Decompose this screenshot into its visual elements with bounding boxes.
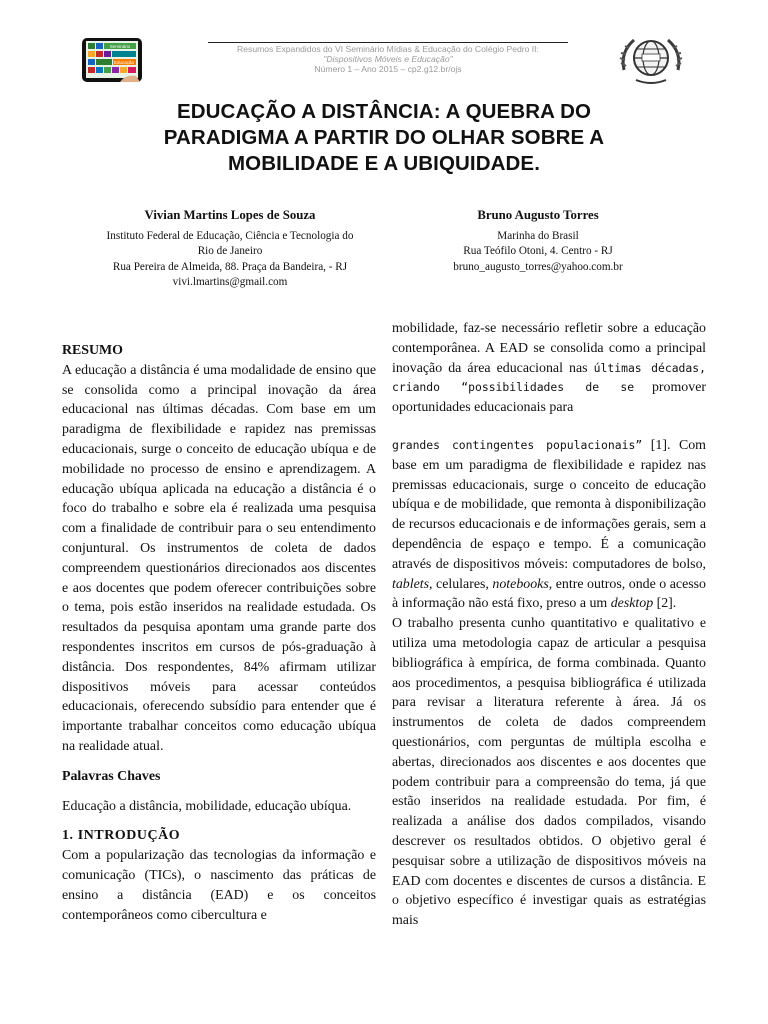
- author-name: Vivian Martins Lopes de Souza: [144, 208, 316, 222]
- author-affiliation: Marinha do Brasil: [497, 229, 579, 242]
- right-column: [392, 319, 706, 931]
- abstract-heading: RESUMO: [62, 343, 123, 358]
- right-paragraph-2: [392, 436, 706, 614]
- header-line-3: Número 1 – Ano 2015 – cp2.g12.br/ojs: [314, 64, 462, 74]
- keywords-body: Educação a distância, mobilidade, educação ubíqua.: [62, 798, 352, 814]
- logo-label-top: Seminário: [109, 44, 131, 49]
- header-rule: [208, 42, 568, 43]
- author-affiliation: Instituto Federal de Educação, Ciência e Tecnologia do: [106, 229, 354, 242]
- p2-text-a: [1]. Com base em um paradigma de flexibilidade e rapidez nas premissas educacionais, surge o conceito de educação ubíqua e de mobilidade, que remonta à disponibilização de recursos educacionais e de informações gerais, sem a dependência de espaço e tempo. É a comunicação através de dispositivos móveis: computadores de bolso,: [392, 437, 706, 572]
- left-column: [62, 341, 376, 925]
- p2-text-c: , entre outros, onde o acesso à informação não está fixo, preso a um: [392, 576, 706, 612]
- title-line-2: PARADIGMA A PARTIR DO OLHAR SOBRE A: [163, 126, 605, 149]
- p2-text-d: [2].: [653, 596, 677, 612]
- p1-text: mobilidade, faz-se necessário refletir sobre a educação contemporânea. A EAD se consolida como a principal inovação da área educacional nas: [392, 321, 706, 376]
- author-email: vivi.lmartins@gmail.com: [172, 276, 288, 289]
- author-address: Rua Pereira de Almeida, 88. Praça da Bandeira, - RJ: [112, 260, 348, 273]
- seminar-logo: [80, 36, 144, 86]
- p2-desktop: desktop: [610, 596, 654, 612]
- author-block-left: [82, 208, 378, 291]
- p2-mono-text: grandes contingentes populacionais”: [392, 437, 643, 452]
- right-paragraph-3: O trabalho presenta cunho quantitativo e qualitativo e utiliza uma metodologia capaz de articular a pesquisa bibliográfica à empírica, de forma combinada. Quanto aos procedimentos, a pesquisa bibliográfica é utilizada para revisar a literatura referente à área. Já os instrumentos de coleta de dados compreendem questionários, com perguntas de múltipla escolha e abertas, direcionados aos discentes e aos docentes que podem contribuir para a compreensão do tema, já que estão inseridos na realidade estudada. Por fim, é realizada a análise dos dados compilados, visando descrever os resultados obtidos. O objetivo geral é pesquisar sobre a utilização de dispositivos móveis na EAD com docentes e discentes de cursos a distância. E o objetivo específico é investigar quais as estratégias mais: [392, 616, 706, 929]
- author-name: Bruno Augusto Torres: [477, 208, 599, 222]
- title-line-1: EDUCAÇÃO A DISTÂNCIA: A QUEBRA DO: [176, 100, 592, 123]
- author-address: Rua Teófilo Otoni, 4. Centro - RJ: [463, 245, 613, 258]
- abstract-body: A educação a distância é uma modalidade de ensino que se consolida como a principal inovação da área educacional nas últimas décadas. Com base em um paradigma de flexibilidade e rapidez nas premissas educacionais, surge o conceito de educação ubíqua e de mobilidade no processo de ensino e aprendizagem. A educação ubíqua aplicada na educação a distância é o foco do trabalho e sobre ela é realizada uma pesquisa com a finalidade de contribuir para o seu entendimento conjuntural. Os instrumentos de coleta de dados compreendem questionários direcionados aos discentes e aos docentes que podem oferecer contribuições sobre o tema, pois estão inseridos na realidade estudada. Os resultados da pesquisa apontam uma grande parte dos respondentes inscritos em cursos de pós-graduação à distância. Dos respondentes, 84% afirmam utilizar dispositivos móveis para acessar conteúdos educacionais, oferecendo subsídio para entender que é importante trabalhar conceitos como educação ubíqua na realidade atual.: [62, 362, 376, 754]
- title-line-3: MOBILIDADE E A UBIQUIDADE.: [227, 152, 540, 175]
- intro-body: Com a popularização das tecnologias da informação e comunicação (TICs), o nascimento das práticas de ensino a distância (EAD) e os conceitos contemporâneos como cibercultura e: [62, 848, 376, 923]
- p2-notebooks: notebooks: [492, 576, 549, 592]
- intro-heading: 1. INTRODUÇÃO: [62, 828, 181, 844]
- p2-tablets: tablets: [392, 576, 430, 592]
- college-emblem: [616, 30, 686, 90]
- author-block-right: [400, 208, 676, 275]
- p1-mono-text: últimas décadas, criando “possibilidades de se: [392, 360, 706, 395]
- running-header: [200, 44, 576, 74]
- p1-end-text: promover oportunidades educacionais para: [392, 380, 706, 416]
- right-paragraph-1: [392, 319, 706, 418]
- logo-label-mid: Educação: [113, 60, 135, 65]
- author-affiliation-cont: Rio de Janeiro: [197, 245, 263, 258]
- header-line-2: "Dispositivos Móveis e Educação": [323, 54, 453, 64]
- header-line-1: Resumos Expandidos do VI Seminário Mídias & Educação do Colégio Pedro II:: [237, 44, 539, 54]
- paper-title: [110, 99, 658, 177]
- p2-text-b: , celulares,: [429, 576, 493, 592]
- author-email: bruno_augusto_torres@yahoo.com.br: [453, 260, 623, 273]
- keywords-heading: Palavras Chaves: [62, 768, 161, 784]
